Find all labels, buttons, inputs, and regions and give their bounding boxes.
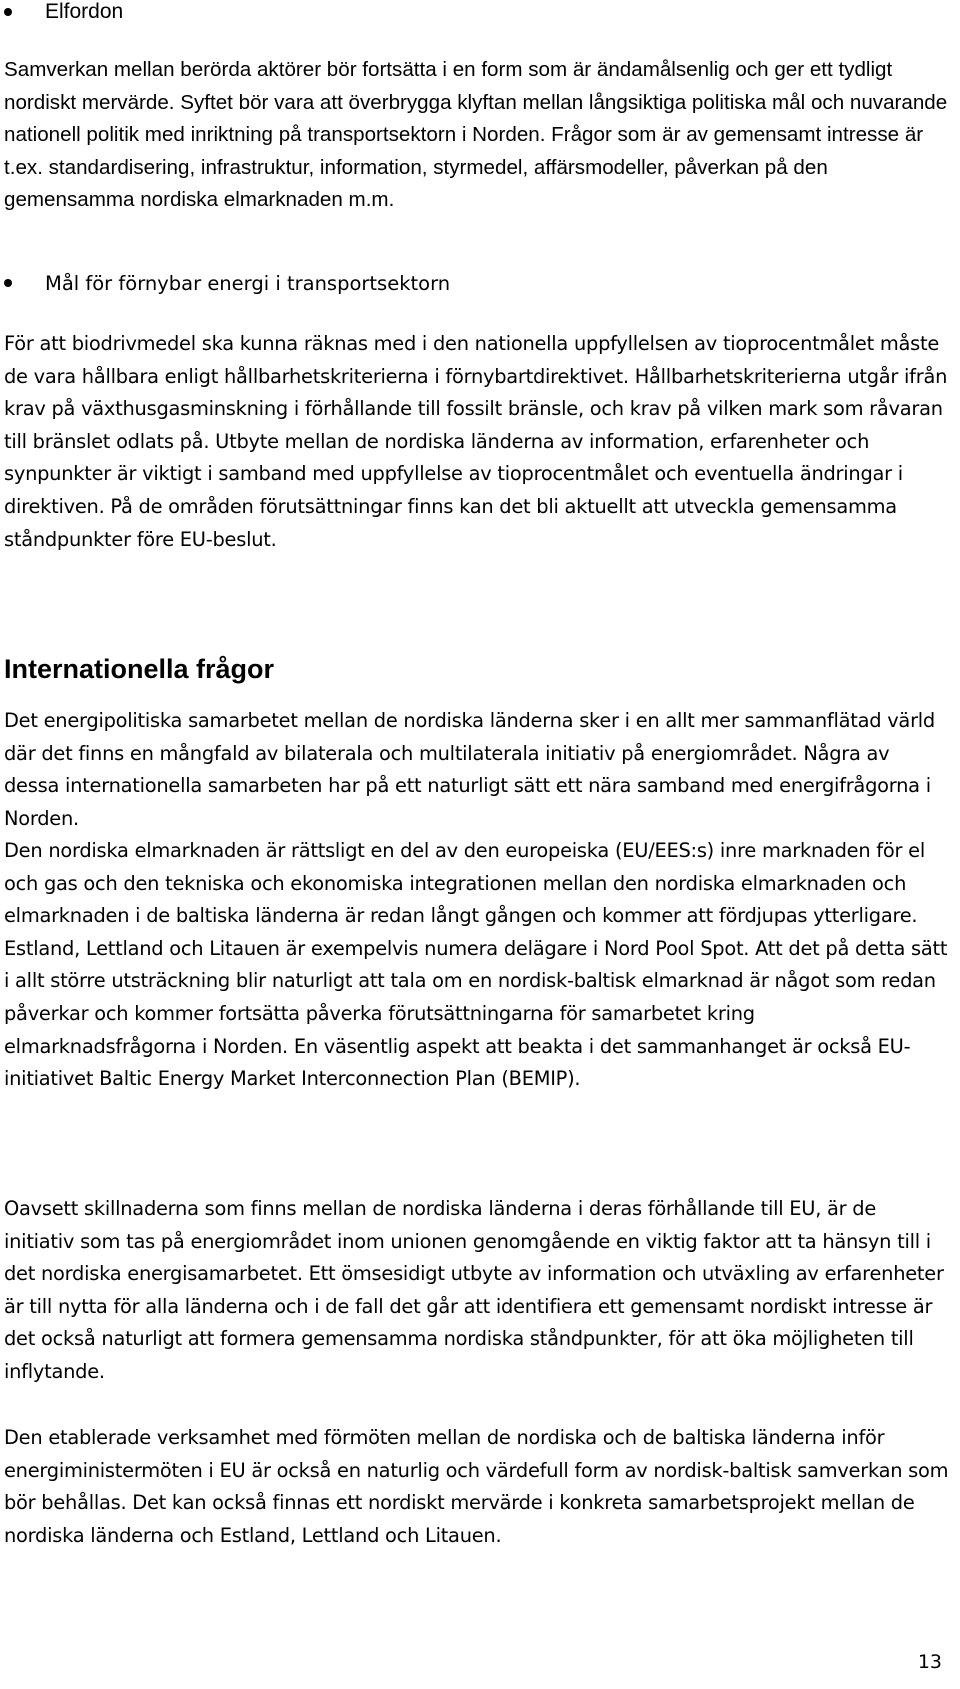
section-heading: Internationella frågor [4,654,275,684]
paragraph-renewable: För att biodrivmedel ska kunna räknas med i den nationella uppfyllelsen av tioprocentmålet måste de vara hållbara enligt hållbarhetskriterierna i förnybartdirektivet. Hållbarhetskriterierna utgår ifrån krav på växthusgasminskning i förhållande till fossilt bränsle, och krav på vilken mark som råvaran till bränslet odlats på. Utbyte mellan de nordiska länderna av information, erfarenheter och synpunkter är viktigt i samband med uppfyllelse av tioprocentmålet och eventuella ändringar i direktiven. På de områden förutsättningar finns kan det bli aktuellt att utveckla gemensamma ståndpunkter före EU-beslut. [4,332,948,551]
bullet-text: Elfordon [45,0,124,23]
paragraph-elfordon: Samverkan mellan berörda aktörer bör fortsätta i en form som är ändamålsenlig och ger ett tydligt nordiskt mervärde. Syftet bör vara att överbrygga klyftan mellan långsiktiga politiska mål och nuvarande nationell politik med inriktning på transportsektorn i Norden. Frågor som är av gemensamt intresse är t.ex. standardisering, infrastruktur, information, styrmedel, affärsmodeller, påverkan på den gemensamma nordiska elmarknaden m.m. [4,58,948,211]
paragraph-intl-4: Den etablerade verksamhet med förmöten mellan de nordiska och de baltiska länderna inför energiministermöten i EU är också en naturlig och värdefull form av nordisk-baltisk samverkan som bör behållas. Det kan också finnas ett nordiskt mervärde i konkreta samarbetsprojekt mellan de nordiska länderna och Estland, Lettland och Litauen. [4,1426,949,1547]
bullet-item-renewable-goal [4,268,450,298]
bullet-text: Mål för förnybar energi i transportsektorn [45,271,451,295]
bullet-icon [4,8,12,16]
paragraph-intl-3: Oavsett skillnaderna som finns mellan de nordiska länderna i deras förhållande till EU, är de initiativ som tas på energiområdet inom unionen genomgående en viktig faktor att ta hänsyn till i det nordiska energisamarbetet. Ett ömsesidigt utbyte av information och utväxling av erfarenheter är till nytta för alla länderna och i de fall det går att identifiera ett gemensamt nordiskt intresse är det också naturligt att formera gemensamma nordiska ståndpunkter, för att öka möjligheten till inflytande. [4,1197,944,1383]
bullet-item-elfordon [4,0,123,26]
paragraph-intl-1: Det energipolitiska samarbetet mellan de nordiska länderna sker i en allt mer sammanflätad värld där det finns en mångfald av bilaterala och multilaterala initiativ på energiområdet. Några av dessa internationella samarbeten har på ett naturligt sätt ett nära samband med energifrågorna i Norden. [4,709,935,830]
page-number: 13 [917,1651,942,1673]
paragraph-intl-2: Den nordiska elmarknaden är rättsligt en del av den europeiska (EU/EES:s) inre marknaden för el och gas och den tekniska och ekonomiska integrationen mellan den nordiska elmarknaden och elmarknaden i de baltiska länderna är redan långt gången och kommer att fördjupas ytterligare. Estland, Lettland och Litauen är exempelvis numera delägare i Nord Pool Spot. Att det på detta sätt i allt större utsträckning blir naturligt att tala om en nordisk-baltisk elmarknad är något som redan påverkar och kommer fortsätta påverka förutsättningarna för samarbetet kring elmarknadsfrågorna i Norden. En väsentlig aspekt att beakta i det sammanhanget är också EU-initiativet Baltic Energy Market Interconnection Plan (BEMIP). [4,839,948,1091]
bullet-icon [4,279,12,287]
